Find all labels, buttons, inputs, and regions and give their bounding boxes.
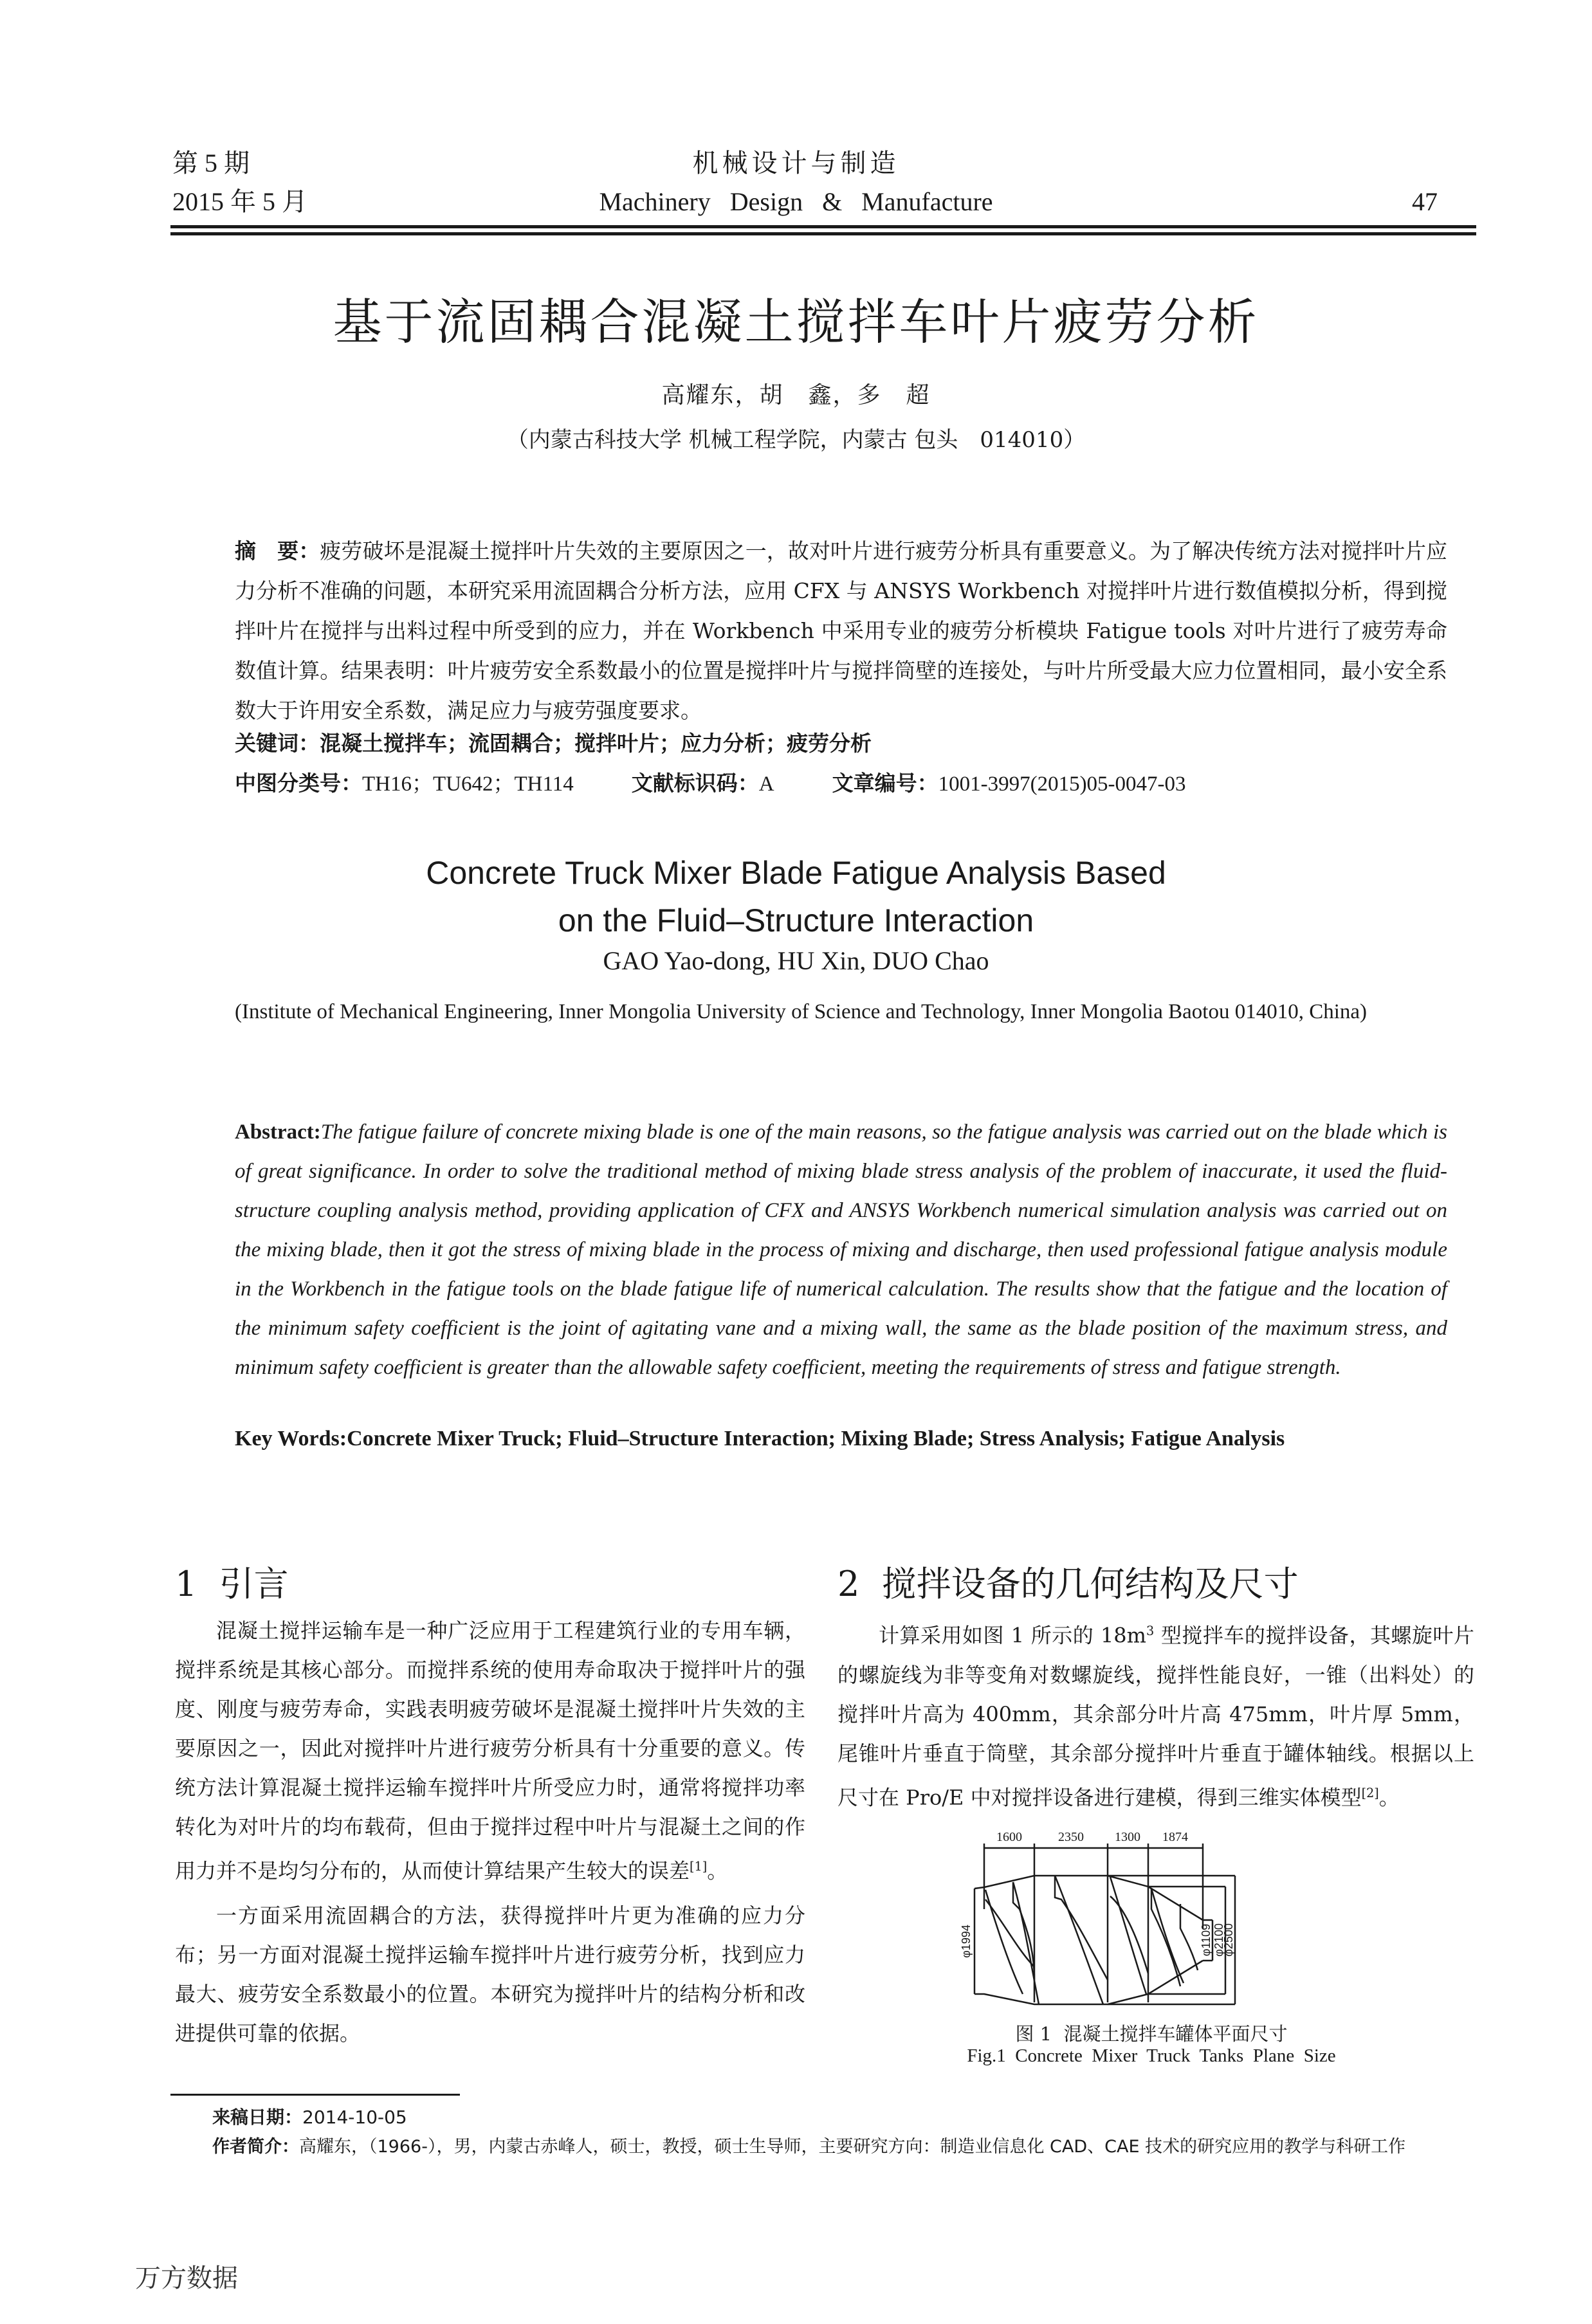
abstract-en-label: Abstract: (235, 1121, 321, 1144)
dim-label: 1600 (996, 1830, 1022, 1844)
abstract-cn (235, 531, 1447, 731)
received-label: 来稿日期： (212, 2107, 303, 2128)
abstract-en (235, 1113, 1447, 1387)
section-1-heading: 1 引言 (175, 1564, 289, 1604)
header-rule-bottom (170, 232, 1476, 235)
dia-label: φ2500 (1222, 1923, 1235, 1957)
received-date (212, 2103, 407, 2129)
received-value: 2014-10-05 (302, 2107, 407, 2128)
section-1-body (175, 1611, 805, 2053)
paper-title-cn: 基于流固耦合混凝土搅拌车叶片疲劳分析 (333, 293, 1259, 351)
dim-label: 1300 (1115, 1830, 1140, 1844)
article-no-label: 文章编号： (832, 771, 938, 796)
paper-title-en (0, 849, 1592, 944)
clc-label: 中图分类号： (235, 771, 362, 796)
abstract-en-text: The fatigue failure of concrete mixing blade is one of the main reasons, so the fatigue analysis was carried out on the blade which is of great significance. In order to solve the traditional method of mixing blade stress analysis of the problem of inaccurate, it used the fluid-structure coupling analysis method, providing application of CFX and ANSYS Workbench numerical simulation analysis was carried out on the mixing blade, then it got the stress of mixing blade in the process of mixing and discharge, then used professional fatigue analysis module in the Workbench in the fatigue tools on the blade fatigue life of numerical calculation. The results show that the fatigue and the location of the minimum safety coefficient is the joint of agitating vane and a mixing wall, the same as the blade position of the maximum stress, and minimum safety coefficient is greater than the allowable safety coefficient, meeting the requirements of stress and fatigue strength. (235, 1121, 1447, 1379)
clc-value: TH16；TU642；TH114 (362, 773, 574, 796)
paper-title-en-line2: on the Fluid–Structure Interaction (558, 902, 1034, 938)
affiliation-cn: （内蒙古科技大学 机械工程学院，内蒙古 包头 014010） (506, 427, 1086, 453)
citation-2: [2] (1361, 1785, 1379, 1800)
section-1-paragraph: 一方面采用流固耦合的方法，获得搅拌叶片更为准确的应力分布；另一方面对混凝土搅拌运输车搅拌叶片进行疲劳分析，找到应力最大、疲劳安全系数最小的位置。本研究为搅拌叶片的结构分析和改进提供可靠的依据。 (175, 1903, 805, 2045)
keywords-en-label: Key Words: (235, 1427, 347, 1450)
classification-line (235, 767, 1457, 797)
doc-code-label: 文献标识码： (631, 771, 759, 796)
journal-name-en: Machinery Design & Manufacture (599, 187, 993, 216)
footnote-rule (170, 2094, 460, 2096)
section-2-text-a: 计算采用如图 1 所示的 18m (879, 1623, 1147, 1648)
abstract-cn-text: 疲劳破坏是混凝土搅拌叶片失效的主要原因之一，故对叶片进行疲劳分析具有重要意义。为了解决传统方法对搅拌叶片应力分析不准确的问题，本研究采用流固耦合分析方法，应用 CFX 与 ANSYS Workbench 对搅拌叶片进行数值模拟分析，得到搅拌叶片在搅拌与出料过程中所受到的应力，并在 Workbench 中采用专业的疲劳分析模块 Fatigue tools 对叶片进行了疲劳寿命数值计算。结果表明：叶片疲劳安全系数最小的位置是搅拌叶片与搅拌筒壁的连接处，与叶片所受最大应力位置相同，最小安全系数大于许用安全系数，满足应力与疲劳强度要求。 (235, 538, 1448, 723)
bio-value: 高耀东，（1966-），男，内蒙古赤峰人，硕士，教授，硕士生导师，主要研究方向：制造业信息化 CAD、CAE 技术的研究应用的教学与科研工作 (299, 2137, 1406, 2157)
section-2-text-b: 型搅拌车的搅拌设备，其螺旋叶片的螺旋线为非等变角对数螺旋线，搅拌性能良好，一锥（出料处）的搅拌叶片高为 400mm，其余部分叶片高 475mm，叶片厚 5mm，尾锥叶片垂直于筒壁，其余部分搅拌叶片垂直于罐体轴线。根据以上尺寸在 Pro/E 中对搅拌设备进行建模，得到三维实体模型 (837, 1623, 1474, 1810)
keywords-en (235, 1427, 1457, 1451)
dia-label: φ1994 (960, 1925, 973, 1958)
keywords-cn-label: 关键词： (235, 731, 320, 756)
section-2-paragraph (837, 1611, 1474, 1817)
page-number: 47 (1412, 187, 1438, 216)
section-1-paragraph (175, 1611, 805, 1891)
section-1-paragraph-1-end: 。 (707, 1858, 728, 1883)
abstract-cn-label: 摘 要： (235, 538, 320, 563)
section-1-paragraph-1-text: 混凝土搅拌运输车是一种广泛应用于工程建筑行业的专用车辆，搅拌系统是其核心部分。而搅拌系统的使用寿命取决于搅拌叶片的强度、刚度与疲劳寿命，实践表明疲劳破坏是混凝土搅拌叶片失效的主要原因之一，因此对搅拌叶片进行疲劳分析具有十分重要的意义。传统方法计算混凝土搅拌运输车搅拌叶片所受应力时，通常将搅拌功率转化为对叶片的均布载荷，但由于搅拌过程中叶片与混凝土之间的作用力并不是均匀分布的，从而使计算结果产生较大的误差 (175, 1618, 805, 1883)
dia-label: φ1109 (1200, 1923, 1212, 1957)
dim-label: 1874 (1162, 1830, 1188, 1844)
cubic-superscript: 3 (1146, 1624, 1155, 1638)
section-2-end: 。 (1378, 1785, 1400, 1810)
citation-1: [1] (690, 1859, 708, 1874)
figure-1-labels (958, 1825, 1409, 2006)
journal-name-cn: 机械设计与制造 (692, 149, 900, 178)
dia-label: φ2100 (1212, 1923, 1225, 1957)
issue-date: 2015 年 5 月 (172, 187, 307, 216)
section-2-heading: 2 搅拌设备的几何结构及尺寸 (837, 1564, 1299, 1604)
authors-cn: 高耀东，胡 鑫，多 超 (661, 382, 931, 408)
article-no-value: 1001-3997(2015)05-0047-03 (938, 773, 1186, 796)
keywords-cn-text: 混凝土搅拌车；流固耦合；搅拌叶片；应力分析；疲劳分析 (320, 731, 872, 756)
affiliation-en: (Institute of Mechanical Engineering, Inner Mongolia University of Science and Technology, Inner Mongolia Baotou 014010, China) (235, 1000, 1368, 1023)
bio-label: 作者简介： (212, 2137, 299, 2157)
header-rule-top (170, 225, 1476, 228)
doc-code-value: A (758, 773, 774, 796)
keywords-cn (235, 727, 872, 757)
section-2-body (837, 1611, 1474, 1817)
figure-1-caption-en: Fig.1 Concrete Mixer Truck Tanks Plane Size (967, 2045, 1336, 2066)
issue-number: 第 5 期 (172, 149, 250, 178)
author-bio (212, 2132, 1486, 2157)
authors-en: GAO Yao-dong, HU Xin, DUO Chao (603, 946, 989, 975)
keywords-en-text: Concrete Mixer Truck; Fluid–Structure Interaction; Mixing Blade; Stress Analysis; Fatigue Analysis (347, 1427, 1285, 1450)
paper-title-en-line1: Concrete Truck Mixer Blade Fatigue Analysis Based (426, 855, 1166, 891)
figure-1-caption-cn: 图 1 混凝土搅拌车罐体平面尺寸 (1015, 2023, 1288, 2045)
watermark: 万方数据 (135, 2264, 238, 2293)
dim-label: 2350 (1058, 1830, 1084, 1844)
